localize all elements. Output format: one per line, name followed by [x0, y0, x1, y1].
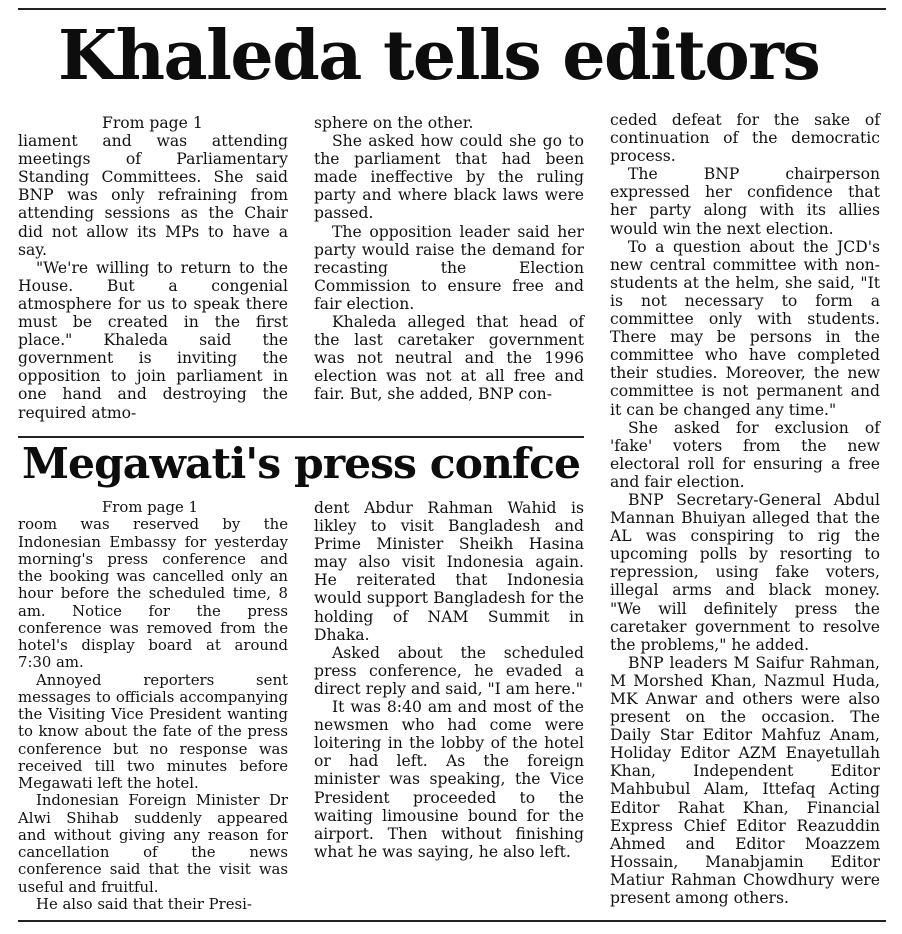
paragraph: BNP Secretary-General Abdul Mannan Bhuiyan alleged that the AL was conspiring to rig the upcoming polls by resorting to repression, using fake voters, illegal arms and black money. "We will definitely press the caretaker government to resolve the problems," he added.	[610, 490, 880, 654]
paragraph: He also said that their Presi-	[36, 894, 252, 913]
from-page-label: From page 1	[102, 498, 198, 516]
paragraph: Indonesian Foreign Minister Dr Alwi Shihab suddenly appeared and without giving any reason for cancellation of the news conference said that the visit was useful and fruitful.	[18, 791, 288, 896]
paragraph: sphere on the other.	[314, 114, 474, 132]
paragraph: To a question about the JCD's new central committee with non-students at the helm, she said, "It is not necessary to form a committee only with students. There may be persons in the committee who have completed their studies. Moreover, the new committee is not permanent and it can be changed any time."	[610, 237, 880, 419]
paragraph: liament and was attending meetings of Parliamentary Standing Committees. She said BNP was only refraining from attending sessions as the Chair did not allow its MPs to have a say.	[18, 132, 288, 259]
paragraph: BNP leaders M Saifur Rahman, M Morshed Khan, Nazmul Huda, MK Anwar and others were also present on the occasion. The Daily Star Editor Mahfuz Anam, Holiday Editor AZM Enayetullah Khan, Independent Editor Mahbubul Alam, Ittefaq Acting Editor Rahat Khan, Financial Express Chief Editor Reazuddin Ahmed and Editor Moazzem Hossain, Manabjamin Editor Matiur Rahman Chowdhury were present among others.	[610, 653, 880, 908]
story1-column-3	[610, 111, 880, 907]
paragraph: Khaleda alleged that head of the last caretaker government was not neutral and the 1996 election was not at all free and fair. But, she added, BNP con-	[314, 313, 584, 404]
bottom-rule	[18, 920, 886, 922]
paragraph: Asked about the scheduled press conference, he evaded a direct reply and said, "I am here."	[314, 643, 584, 698]
from-page-label: From page 1	[102, 114, 203, 132]
paragraph: She asked for exclusion of 'fake' voters from the new electoral roll for ensuring a free and fair election.	[610, 418, 880, 491]
paragraph: The BNP chairperson expressed her confidence that her party along with its allies would win the next election.	[610, 165, 880, 238]
headline-khaleda: Khaleda tells editors	[58, 16, 820, 96]
story1-column-1	[18, 114, 288, 422]
paragraph: Annoyed reporters sent messages to officials accompanying the Visiting Vice President wanting to know about the fate of the press conference but no response was received till two minutes before Megawati left the hotel.	[18, 670, 288, 792]
paragraph: She asked how could she go to the parliament that had been made ineffective by the ruling party and where black laws were passed.	[314, 132, 584, 223]
headline-megawati: Megawati's press confce	[22, 439, 581, 489]
paragraph: The opposition leader said her party would raise the demand for recasting the Election Commission to ensure free and fair election.	[314, 222, 584, 313]
paragraph: room was reserved by the Indonesian Embassy for yesterday morning's press conference and the booking was cancelled only an hour before the scheduled time, 8 am. Notice for the press conference was removed from the hotel's display board at around 7:30 am.	[18, 515, 288, 672]
paragraph: "We're willing to return to the House. But a congenial atmosphere for us to speak there must be created in the first place." Khaleda said the government is inviting the opposition to join parliament in one hand and destroying the required atmo-	[18, 258, 288, 422]
story2-column-2	[314, 499, 584, 861]
story2-column-1	[18, 499, 288, 913]
top-rule	[18, 8, 886, 10]
paragraph: dent Abdur Rahman Wahid is likley to visit Bangladesh and Prime Minister Sheikh Hasina may also visit Indonesia again. He reiterated that Indonesia would support Bangladesh for the holding of NAM Summit in Dhaka.	[314, 499, 584, 644]
section-divider-rule	[18, 436, 584, 438]
paragraph: It was 8:40 am and most of the newsmen who had come were loitering in the lobby of the hotel or had left. As the foreign minister was speaking, the Vice President proceeded to the waiting limousine bound for the airport. Then without finishing what he was saying, he also left.	[314, 698, 584, 861]
paragraph: ceded defeat for the sake of continuation of the democratic process.	[610, 111, 880, 166]
story1-column-2	[314, 114, 584, 404]
